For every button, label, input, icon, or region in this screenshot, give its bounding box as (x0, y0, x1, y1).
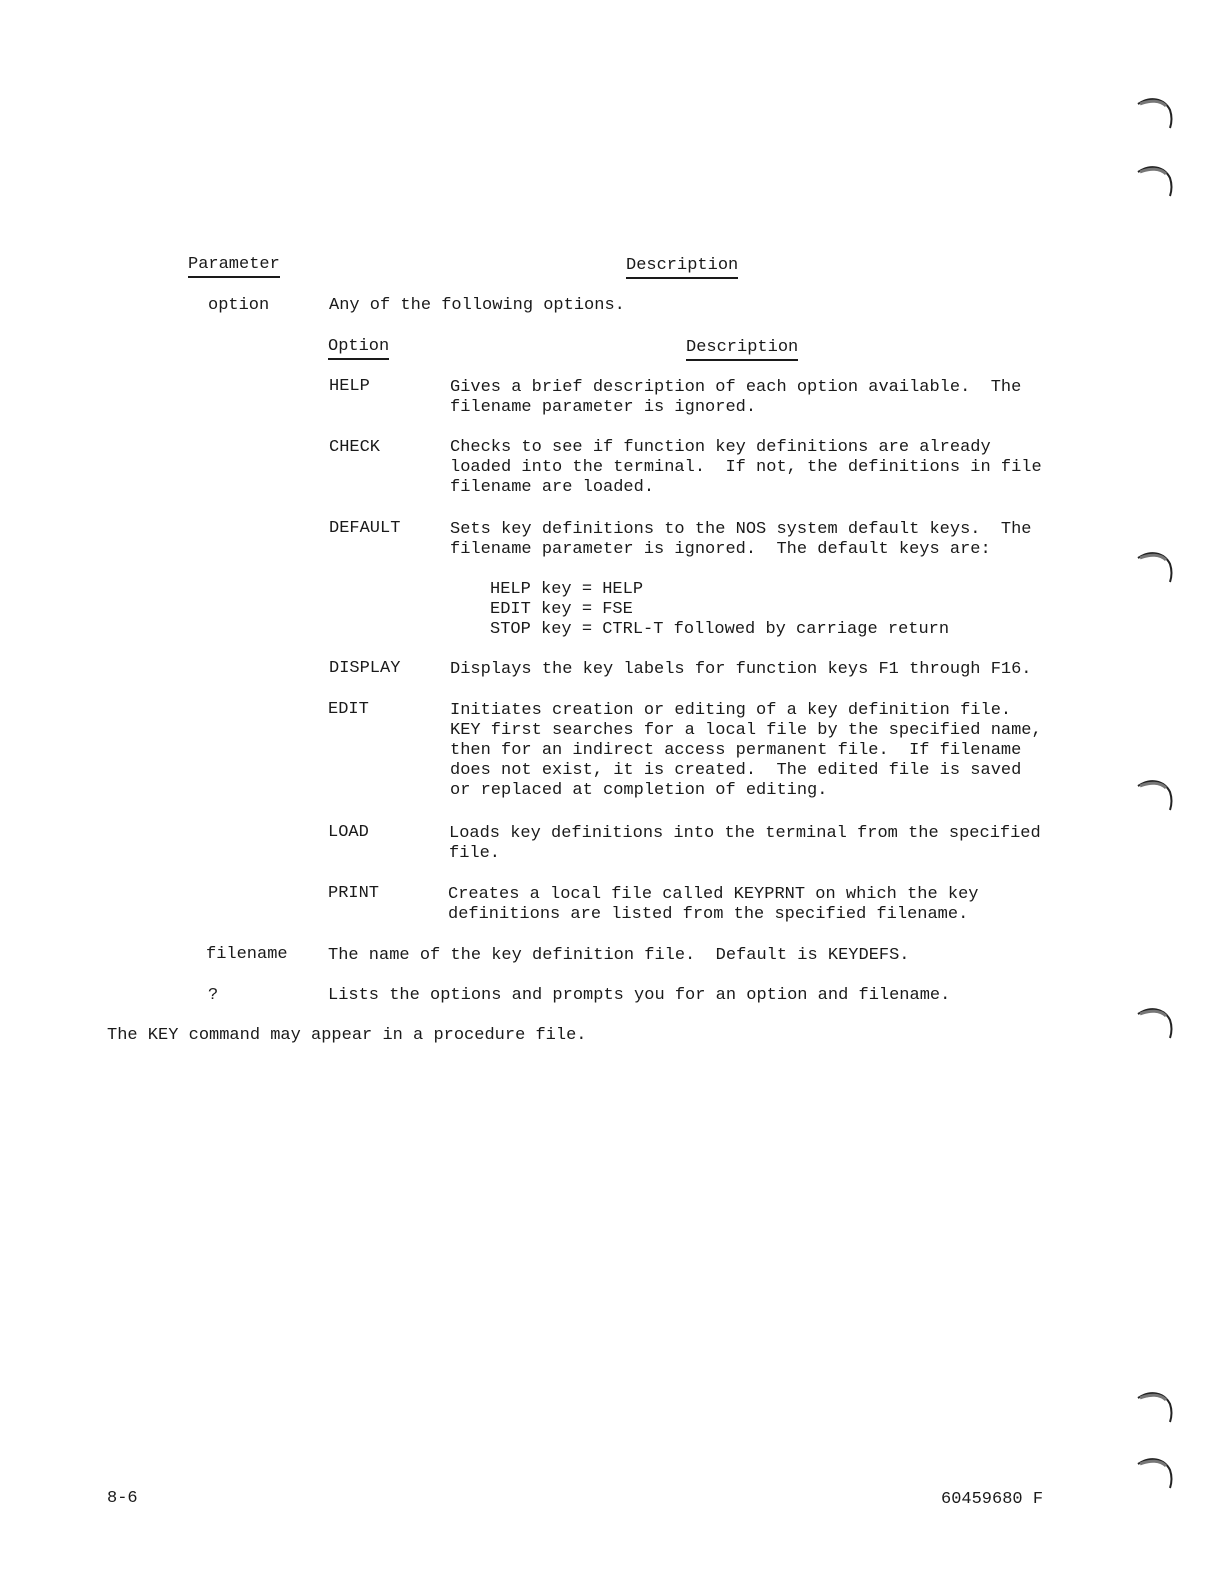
option-name-display: DISPLAY (329, 659, 401, 678)
param-name-option: option (208, 296, 270, 315)
option-desc-edit (450, 701, 1042, 801)
param-name-filename: filename (206, 945, 288, 964)
desc-line: Displays the key labels for function keys F1 through F16. (450, 660, 1032, 679)
binding-mark-1 (1136, 92, 1176, 136)
option-name-default: DEFAULT (329, 519, 401, 538)
binding-mark-6 (1136, 1386, 1176, 1430)
page-number: 8-6 (107, 1489, 138, 1508)
param-name-question: ? (208, 986, 219, 1005)
desc-line: file. (449, 844, 501, 863)
option-description-heading: Description (686, 338, 798, 361)
desc-line: or replaced at completion of editing. (450, 781, 828, 800)
option-desc-default (450, 520, 1032, 560)
binding-mark-3 (1136, 546, 1176, 590)
desc-line: definitions are listed from the specified filename. (448, 905, 969, 924)
closing-text: The KEY command may appear in a procedure file. (107, 1026, 587, 1045)
binding-mark-5 (1136, 1002, 1176, 1046)
parameter-heading: Parameter (188, 255, 280, 278)
description-heading: Description (626, 256, 738, 279)
param-desc-filename: The name of the key definition file. Default is KEYDEFS. (328, 946, 910, 965)
option-name-edit: EDIT (328, 700, 369, 719)
desc-line: Sets key definitions to the NOS system default keys. The (450, 520, 1032, 539)
desc-line: Initiates creation or editing of a key definition file. (450, 701, 1012, 720)
option-desc-print (448, 885, 979, 925)
binding-mark-4 (1136, 774, 1176, 818)
desc-line: does not exist, it is created. The edited file is saved (450, 761, 1022, 780)
desc-line: KEY first searches for a local file by the specified name, (450, 721, 1042, 740)
option-name-print: PRINT (328, 884, 380, 903)
desc-line: loaded into the terminal. If not, the definitions in file (450, 458, 1042, 477)
option-desc-display (450, 660, 1032, 680)
default-key-item: STOP key = CTRL-T followed by carriage return (490, 620, 950, 639)
desc-line: filename parameter is ignored. The default keys are: (450, 540, 991, 559)
option-name-help: HELP (329, 377, 370, 396)
default-keys-list (490, 580, 949, 640)
param-desc-option: Any of the following options. (329, 296, 625, 315)
option-desc-load (449, 824, 1041, 864)
desc-line: filename are loaded. (450, 478, 655, 497)
param-desc-question: Lists the options and prompts you for an option and filename. (328, 986, 951, 1005)
option-desc-help (450, 378, 1021, 418)
desc-line: Gives a brief description of each option available. The (450, 378, 1022, 397)
option-heading: Option (328, 337, 389, 360)
default-key-item: EDIT key = FSE (490, 600, 633, 619)
option-name-check: CHECK (329, 438, 381, 457)
desc-line: filename parameter is ignored. (450, 398, 757, 417)
binding-mark-2 (1136, 160, 1176, 204)
desc-line: Checks to see if function key definitions are already (450, 438, 991, 457)
default-key-item: HELP key = HELP (490, 580, 644, 599)
desc-line: then for an indirect access permanent file. If filename (450, 741, 1022, 760)
option-desc-check (450, 438, 1042, 498)
binding-mark-7 (1136, 1452, 1176, 1496)
desc-line: Loads key definitions into the terminal from the specified (449, 824, 1041, 843)
desc-line: Creates a local file called KEYPRNT on which the key (448, 885, 979, 904)
document-number: 60459680 F (941, 1490, 1044, 1509)
option-name-load: LOAD (328, 823, 369, 842)
